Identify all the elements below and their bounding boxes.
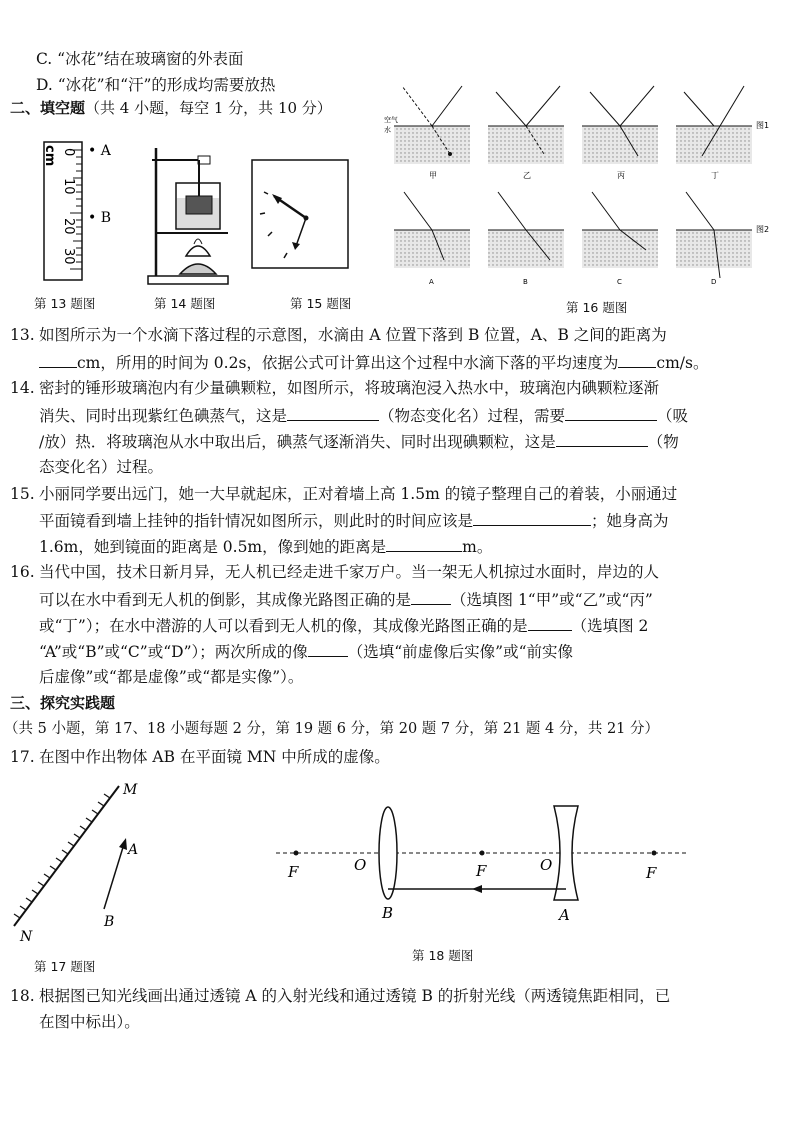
fig18-f-right: F bbox=[646, 864, 657, 882]
section-2-heading bbox=[10, 98, 332, 118]
section-3-note: （共 5 小题，第 17、18 小题每题 2 分，第 19 题 6 分，第 20 题 7 分，第 21 题 4 分，共 21 分） bbox=[4, 721, 660, 737]
fig18-lenses bbox=[272, 796, 692, 936]
q15-line-2 bbox=[39, 510, 669, 531]
q13-blank-2[interactable] bbox=[618, 352, 656, 368]
q15-text-2b: ；她身高为 bbox=[591, 512, 669, 530]
q15-line-1 bbox=[10, 484, 677, 504]
fig17-label-n: N bbox=[20, 929, 33, 945]
fig15-caption: 第 15 题图 bbox=[290, 296, 352, 311]
q15-blank-2[interactable] bbox=[386, 536, 462, 552]
fig17-label-b: B bbox=[104, 914, 115, 930]
q18-line-1 bbox=[10, 986, 670, 1006]
fig17-plane-mirror bbox=[4, 776, 164, 951]
q14-text-1: 密封的锤形玻璃泡内有少量碘颗粒，如图所示，将玻璃泡浸入热水中，玻璃泡内碘颗粒逐渐 bbox=[39, 379, 660, 397]
q16-line-2 bbox=[39, 589, 653, 610]
q15-text-3a: 1.6m，她到镜面的距离是 0.5m，像到她的距离是 bbox=[39, 538, 387, 556]
fig13-tick-30: 30 bbox=[61, 248, 76, 265]
fig16-row1-label: 图1 bbox=[756, 121, 770, 130]
q16-text-3a: 或“丁”）；在水中潜游的人可以看到无人机的像，其成像光路图正确的是 bbox=[39, 617, 528, 635]
fig17-caption: 第 17 题图 bbox=[34, 959, 96, 974]
q15-blank-1[interactable] bbox=[473, 510, 591, 526]
q14-blank-1[interactable] bbox=[287, 405, 379, 421]
q16-text-3b: （选填图 2 bbox=[571, 617, 649, 635]
fig16-label-c: C bbox=[617, 278, 622, 286]
q16-text-4b: （选填“前虚像后实像”或“前实像 bbox=[347, 643, 574, 661]
fig16-panel-yi bbox=[488, 86, 564, 164]
q14-blank-2[interactable] bbox=[565, 405, 657, 421]
fig16-label-yi: 乙 bbox=[523, 171, 531, 180]
fig18-o-left: O bbox=[354, 856, 367, 874]
fig13-tick-20: 20 bbox=[61, 218, 76, 235]
q13-line-1 bbox=[10, 325, 667, 345]
q13-text-1: 如图所示为一个水滴下落过程的示意图，水滴由 A 位置下落到 B 位置，A、B 之间的距离为 bbox=[39, 326, 667, 344]
q14-blank-3[interactable] bbox=[556, 431, 648, 447]
fig16-water: 水 bbox=[384, 126, 391, 134]
q14-text-2a: 消失、同时出现紫红色碘蒸气，这是 bbox=[39, 407, 288, 425]
fig13-label-a: • A bbox=[88, 143, 111, 159]
q15-line-3 bbox=[39, 536, 492, 557]
q16-blank-3[interactable] bbox=[308, 641, 348, 657]
q14-line-4: 态变化名）过程。 bbox=[39, 458, 164, 476]
q16-line-4 bbox=[39, 641, 573, 662]
q14-text-2c: （吸 bbox=[657, 407, 689, 425]
q13-number: 13. bbox=[10, 326, 35, 344]
fig16-panel-b bbox=[488, 192, 564, 268]
q14-line-2 bbox=[39, 405, 688, 426]
fig14-apparatus bbox=[146, 138, 236, 288]
fig16-panel-ding bbox=[676, 86, 752, 164]
q16-text-2a: 可以在水中看到无人机的倒影，其成像光路图正确的是 bbox=[39, 591, 412, 609]
q14-number: 14. bbox=[10, 379, 35, 397]
option-c: C. “冰花”结在玻璃窗的外表面 bbox=[36, 50, 244, 68]
q16-number: 16. bbox=[10, 563, 35, 581]
section-3-title: 三、探究实践题 bbox=[10, 694, 116, 712]
q14-line-1 bbox=[10, 378, 659, 398]
fig13-ruler bbox=[38, 140, 148, 290]
q15-text-2a: 平面镜看到墙上挂钟的指针情况如图所示，则此时的时间应该是 bbox=[39, 512, 474, 530]
q14-line-3 bbox=[39, 431, 679, 452]
fig15-clock-mirror bbox=[250, 158, 350, 270]
q14-text-3b: （物 bbox=[647, 433, 679, 451]
q18-number: 18. bbox=[10, 987, 35, 1005]
q16-text-4a: “A”或“B”或“C”或“D”）；两次所成的像 bbox=[39, 643, 308, 661]
q16-line-3 bbox=[39, 615, 648, 636]
fig16-panel-jia bbox=[394, 86, 470, 164]
fig18-lens-b-label: B bbox=[382, 904, 394, 922]
q16-line-1 bbox=[10, 562, 659, 582]
fig16-panel-bing bbox=[582, 86, 658, 164]
q15-text-1: 小丽同学要出远门，她一大早就起床，正对着墙上高 1.5m 的镜子整理自己的着装，小丽通过 bbox=[39, 485, 678, 503]
fig17-label-a: A bbox=[128, 842, 139, 858]
fig18-f-mid: F bbox=[476, 862, 487, 880]
fig16-label-bing: 丙 bbox=[617, 171, 625, 180]
q16-text-2b: （选填图 1“甲”或“乙”或“丙” bbox=[451, 591, 653, 609]
q18-line-2: 在图中标出）。 bbox=[39, 1013, 140, 1031]
fig16-label-jia: 甲 bbox=[429, 171, 437, 180]
fig18-caption: 第 18 题图 bbox=[412, 948, 474, 963]
fig16-label-b: B bbox=[523, 278, 528, 286]
fig16-row2-label: 图2 bbox=[756, 225, 770, 234]
q17-number: 17. bbox=[10, 748, 35, 766]
q15-text-3b: m。 bbox=[462, 538, 493, 556]
q13-text-2b: cm/s。 bbox=[656, 354, 709, 372]
q18-text-1: 根据图已知光线画出通过透镜 A 的入射光线和通过透镜 B 的折射光线（两透镜焦距相同，已 bbox=[39, 987, 671, 1005]
q14-text-3a: /放）热．将玻璃泡从水中取出后，碘蒸气逐渐消失、同时出现碘颗粒，这是 bbox=[39, 433, 556, 451]
q17-line bbox=[10, 747, 390, 767]
q13-text-2a: cm，所用的时间为 0.2s，依据公式可计算出这个过程中水滴下落的平均速度为 bbox=[77, 354, 619, 372]
fig18-o-right: O bbox=[540, 856, 553, 874]
q13-line-2 bbox=[39, 352, 708, 373]
fig16-label-d: D bbox=[711, 278, 717, 286]
fig16-panel-a bbox=[394, 192, 470, 268]
q16-text-1: 当代中国，技术日新月异，无人机已经走进千家万户。当一架无人机掠过水面时，岸边的人 bbox=[39, 563, 660, 581]
q16-line-5: 后虚像”或“都是虚像”或“都是实像”）。 bbox=[39, 668, 304, 686]
fig14-caption: 第 14 题图 bbox=[154, 296, 216, 311]
q15-number: 15. bbox=[10, 485, 35, 503]
fig16-air: 空气 bbox=[384, 116, 398, 124]
fig16-label-a: A bbox=[429, 278, 434, 286]
fig16-label-ding: 丁 bbox=[711, 171, 719, 180]
fig13-caption: 第 13 题图 bbox=[34, 296, 96, 311]
fig17-label-m: M bbox=[123, 782, 138, 798]
fig16-caption: 第 16 题图 bbox=[566, 300, 628, 315]
option-d: D. “冰花”和“汗”的形成均需要放热 bbox=[36, 76, 276, 94]
q14-text-2b: （物态变化名）过程，需要 bbox=[379, 407, 566, 425]
q13-blank-1[interactable] bbox=[39, 352, 77, 368]
fig13-label-b: • B bbox=[88, 210, 111, 226]
fig16-light-paths bbox=[384, 84, 774, 289]
q16-blank-1[interactable] bbox=[411, 589, 451, 605]
fig13-unit: cm bbox=[42, 145, 57, 167]
fig16-panel-d bbox=[676, 192, 752, 278]
q16-blank-2[interactable] bbox=[528, 615, 572, 631]
fig16-panel-c bbox=[582, 192, 658, 268]
section-2-title: 二、填空题 bbox=[10, 99, 86, 117]
fig18-f-left: F bbox=[288, 863, 299, 881]
section-2-note: （共 4 小题，每空 1 分，共 10 分） bbox=[85, 99, 332, 117]
q17-text: 在图中作出物体 AB 在平面镜 MN 中所成的虚像。 bbox=[39, 748, 390, 766]
fig18-lens-a-label: A bbox=[559, 906, 570, 924]
fig13-tick-10: 10 bbox=[61, 178, 76, 195]
fig13-tick-0: 0 bbox=[61, 148, 76, 157]
